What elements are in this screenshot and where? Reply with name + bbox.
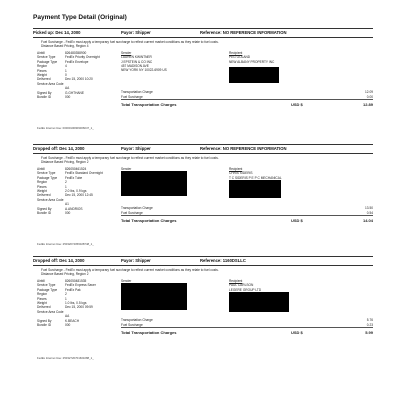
- surcharge-text: Fuel Surcharge - FedEx must apply a temporary fuel surcharge to reflect current market conditions as they relate to fuel costs.: [41, 156, 219, 160]
- divider: [33, 153, 373, 154]
- detail-value: Dec 15, 2000 10:20: [65, 77, 93, 82]
- detail-value: 0: [65, 72, 67, 77]
- charge-label: Fuel Surcharge: [121, 211, 143, 215]
- surcharge-text: Fuel Surcharge - FedEx must apply a temporary fuel surcharge to reflect current market conditions as they relate to fuel costs.: [41, 268, 219, 272]
- tracking-number: FedEx Internet Use: 25032720701601088_1_: [37, 356, 94, 360]
- detail-value: AA: [65, 86, 70, 91]
- shipment-header: [33, 28, 373, 37]
- charge-value: 0.00: [366, 95, 373, 99]
- charge-label: Transportation Charge: [121, 318, 153, 322]
- pricing-region: Distance Based Pricing, Region 4: [41, 44, 89, 49]
- detail-value: 2: [65, 292, 67, 297]
- recipient-heading: Recipient: [229, 279, 243, 283]
- shipment-payor: Payor: Shipper: [121, 30, 151, 35]
- recipient-line: T C SIDERIS P E P C MECHANICAL: [229, 175, 282, 180]
- recipient-heading: Recipient: [229, 51, 243, 55]
- recipient-line: CHRIS SIDERIS: [229, 171, 253, 176]
- shipment-payor: Payor: Shipper: [121, 258, 151, 263]
- total-currency: USD $: [291, 330, 303, 335]
- detail-label: Region: [37, 292, 48, 297]
- recipient-line: LEGERE GROUP LTD: [229, 287, 262, 292]
- shipment-reference: Reference: NO REFERENCE INFORMATION: [200, 30, 287, 35]
- detail-value: 4: [65, 64, 67, 69]
- charges-table: [121, 206, 373, 224]
- sender-line: J EPSTEIN & CO INC: [121, 59, 153, 64]
- shipment-block: [33, 28, 373, 146]
- total-label: Total Transportation Charges: [121, 218, 177, 223]
- detail-value: Dec 15, 2000 12:45: [65, 193, 93, 198]
- shipment-date: Picked up: Dec 14, 2000: [33, 30, 81, 35]
- detail-label: Service Type: [37, 55, 56, 60]
- redaction-box: [229, 292, 289, 312]
- shipment-block: [33, 144, 373, 262]
- detail-label: Bundle ID: [37, 322, 51, 327]
- shipment-date: Dropped off: Dec 14, 2000: [33, 258, 85, 263]
- total-value: 12.89: [362, 102, 373, 107]
- detail-label: Airbill: [37, 167, 45, 171]
- total-label: Total Transportation Charges: [121, 102, 177, 107]
- tracking-number: FedEx Internet Use: 00000100909006047_1_: [37, 126, 94, 130]
- detail-value: 2: [65, 180, 67, 185]
- shipment-date: Dropped off: Dec 14, 2000: [33, 146, 85, 151]
- charge-value: 5.76: [366, 318, 373, 322]
- detail-value: 000: [65, 210, 71, 215]
- shipment-block: [33, 256, 373, 374]
- redaction-box: [229, 180, 281, 198]
- pricing-region: Distance Based Pricing, Region 2: [41, 272, 89, 277]
- detail-value: 826050481535: [65, 279, 87, 283]
- recipient-heading: Recipient: [229, 167, 243, 171]
- charge-value: 0.54: [366, 211, 373, 215]
- charge-value: 13.50: [365, 206, 373, 210]
- detail-label: Service Type: [37, 283, 56, 288]
- shipment-reference: Reference: NO REFERENCE INFORMATION: [200, 146, 287, 151]
- divider: [33, 265, 373, 266]
- detail-value: 826050461524: [65, 167, 87, 171]
- sender-heading: Sender: [121, 279, 132, 283]
- total-value: 5.99: [365, 330, 373, 335]
- detail-label: Pieces: [37, 296, 47, 301]
- recipient-line: PAUL CARLSON: [229, 283, 254, 288]
- page-title: Payment Type Detail (Original): [33, 14, 127, 21]
- detail-value: G.GHTHANE: [65, 90, 84, 95]
- total-currency: USD $: [291, 218, 303, 223]
- charge-label: Transportation Charge: [121, 90, 153, 94]
- detail-label: Weight: [37, 72, 47, 77]
- total-row: [121, 216, 373, 224]
- charge-value: 0.23: [366, 323, 373, 327]
- recipient-address: [229, 279, 339, 292]
- surcharge-note: [41, 40, 361, 49]
- pricing-region: Distance Based Pricing, Region 2: [41, 160, 89, 165]
- shipment-header: [33, 144, 373, 153]
- detail-label: Weight: [37, 300, 47, 305]
- detail-value: 826480358900: [65, 51, 87, 55]
- recipient-line: PEG GOLAND: [229, 55, 251, 60]
- detail-label: Service Type: [37, 171, 56, 176]
- detail-label: Delivered: [37, 77, 51, 82]
- detail-label: Bundle ID: [37, 94, 51, 99]
- detail-label: Pieces: [37, 68, 47, 73]
- detail-value: FedEx Priority Overnight: [65, 55, 100, 60]
- detail-label: Weight: [37, 188, 47, 193]
- total-label: Total Transportation Charges: [121, 330, 177, 335]
- detail-label: Pieces: [37, 184, 47, 189]
- redaction-box: [121, 283, 187, 310]
- surcharge-text: Fuel Surcharge - FedEx must apply a temporary fuel surcharge to reflect current market conditions as they relate to fuel costs.: [41, 40, 219, 44]
- charges-table: [121, 318, 373, 336]
- detail-label: Package Type: [37, 287, 58, 292]
- detail-value: FedEx Envelope: [65, 59, 89, 64]
- charges-table: [121, 90, 373, 108]
- detail-label: Region: [37, 180, 48, 185]
- detail-value: FedEx Express Saver: [65, 283, 96, 288]
- charge-label: Fuel Surcharge: [121, 95, 143, 99]
- sender-heading: Sender: [121, 51, 132, 55]
- detail-value: K.BEACH: [65, 318, 79, 323]
- detail-label: Region: [37, 64, 48, 69]
- recipient-address: [229, 167, 339, 180]
- detail-label: Service Area Code: [37, 197, 64, 202]
- charge-value: 12.09: [365, 90, 373, 94]
- total-value: 14.04: [362, 218, 373, 223]
- detail-label: Package Type: [37, 175, 58, 180]
- sender-heading: Sender: [121, 167, 132, 171]
- detail-value: 000: [65, 322, 71, 327]
- divider: [33, 37, 373, 38]
- shipment-payor: Payor: Shipper: [121, 146, 151, 151]
- redaction-box: [121, 171, 187, 196]
- detail-value: FedEx Pak: [65, 287, 81, 292]
- tracking-number: FedEx Internet Use: 25032074056028748_1_: [37, 242, 94, 246]
- detail-value: 1: [65, 184, 67, 189]
- detail-label: Signed By: [37, 318, 52, 323]
- shipment-header: [33, 256, 373, 265]
- detail-label: Signed By: [37, 90, 52, 95]
- sender-line: LAUREN KWINTNER: [121, 55, 152, 60]
- total-row: [121, 100, 373, 108]
- detail-value: 2.0 lbs, 0.9 kgs: [65, 188, 87, 193]
- sender-address: [121, 51, 196, 72]
- charge-label: Fuel Surcharge: [121, 323, 143, 327]
- redaction-box: [229, 67, 279, 83]
- charge-label: Transportation Charge: [121, 206, 153, 210]
- total-currency: USD $: [291, 102, 303, 107]
- detail-value: A1: [65, 202, 69, 207]
- detail-label: Service Area Code: [37, 309, 64, 314]
- detail-value: FedEx Standard Overnight: [65, 171, 103, 176]
- detail-label: Package Type: [37, 59, 58, 64]
- detail-value: Dec 15, 2000 09:59: [65, 305, 93, 310]
- total-row: [121, 328, 373, 336]
- detail-label: Delivered: [37, 193, 51, 198]
- detail-value: 1: [65, 296, 67, 301]
- detail-label: Airbill: [37, 279, 45, 283]
- recipient-address: [229, 51, 339, 64]
- detail-label: Signed By: [37, 206, 52, 211]
- detail-label: Delivered: [37, 305, 51, 310]
- recipient-line: NEW ALBANY PROPERTY INC: [229, 59, 275, 64]
- detail-value: AA: [65, 314, 70, 319]
- detail-value: 1.0 lbs, 0.5 kgs: [65, 300, 87, 305]
- detail-value: 000: [65, 94, 71, 99]
- sender-line: 457 MADISON AVE: [121, 63, 149, 68]
- detail-value: 1: [65, 68, 67, 73]
- detail-label: Bundle ID: [37, 210, 51, 215]
- detail-value: A.ANDRIOS: [65, 206, 83, 211]
- surcharge-note: [41, 156, 361, 165]
- shipment-reference: Reference: 1160DSLLC: [200, 258, 246, 263]
- detail-label: Airbill: [37, 51, 45, 55]
- detail-value: FedEx Tube: [65, 175, 83, 180]
- sender-line: NEW YORK NY 10022-6909 US: [121, 67, 167, 72]
- detail-label: Service Area Code: [37, 81, 64, 86]
- surcharge-note: [41, 268, 361, 277]
